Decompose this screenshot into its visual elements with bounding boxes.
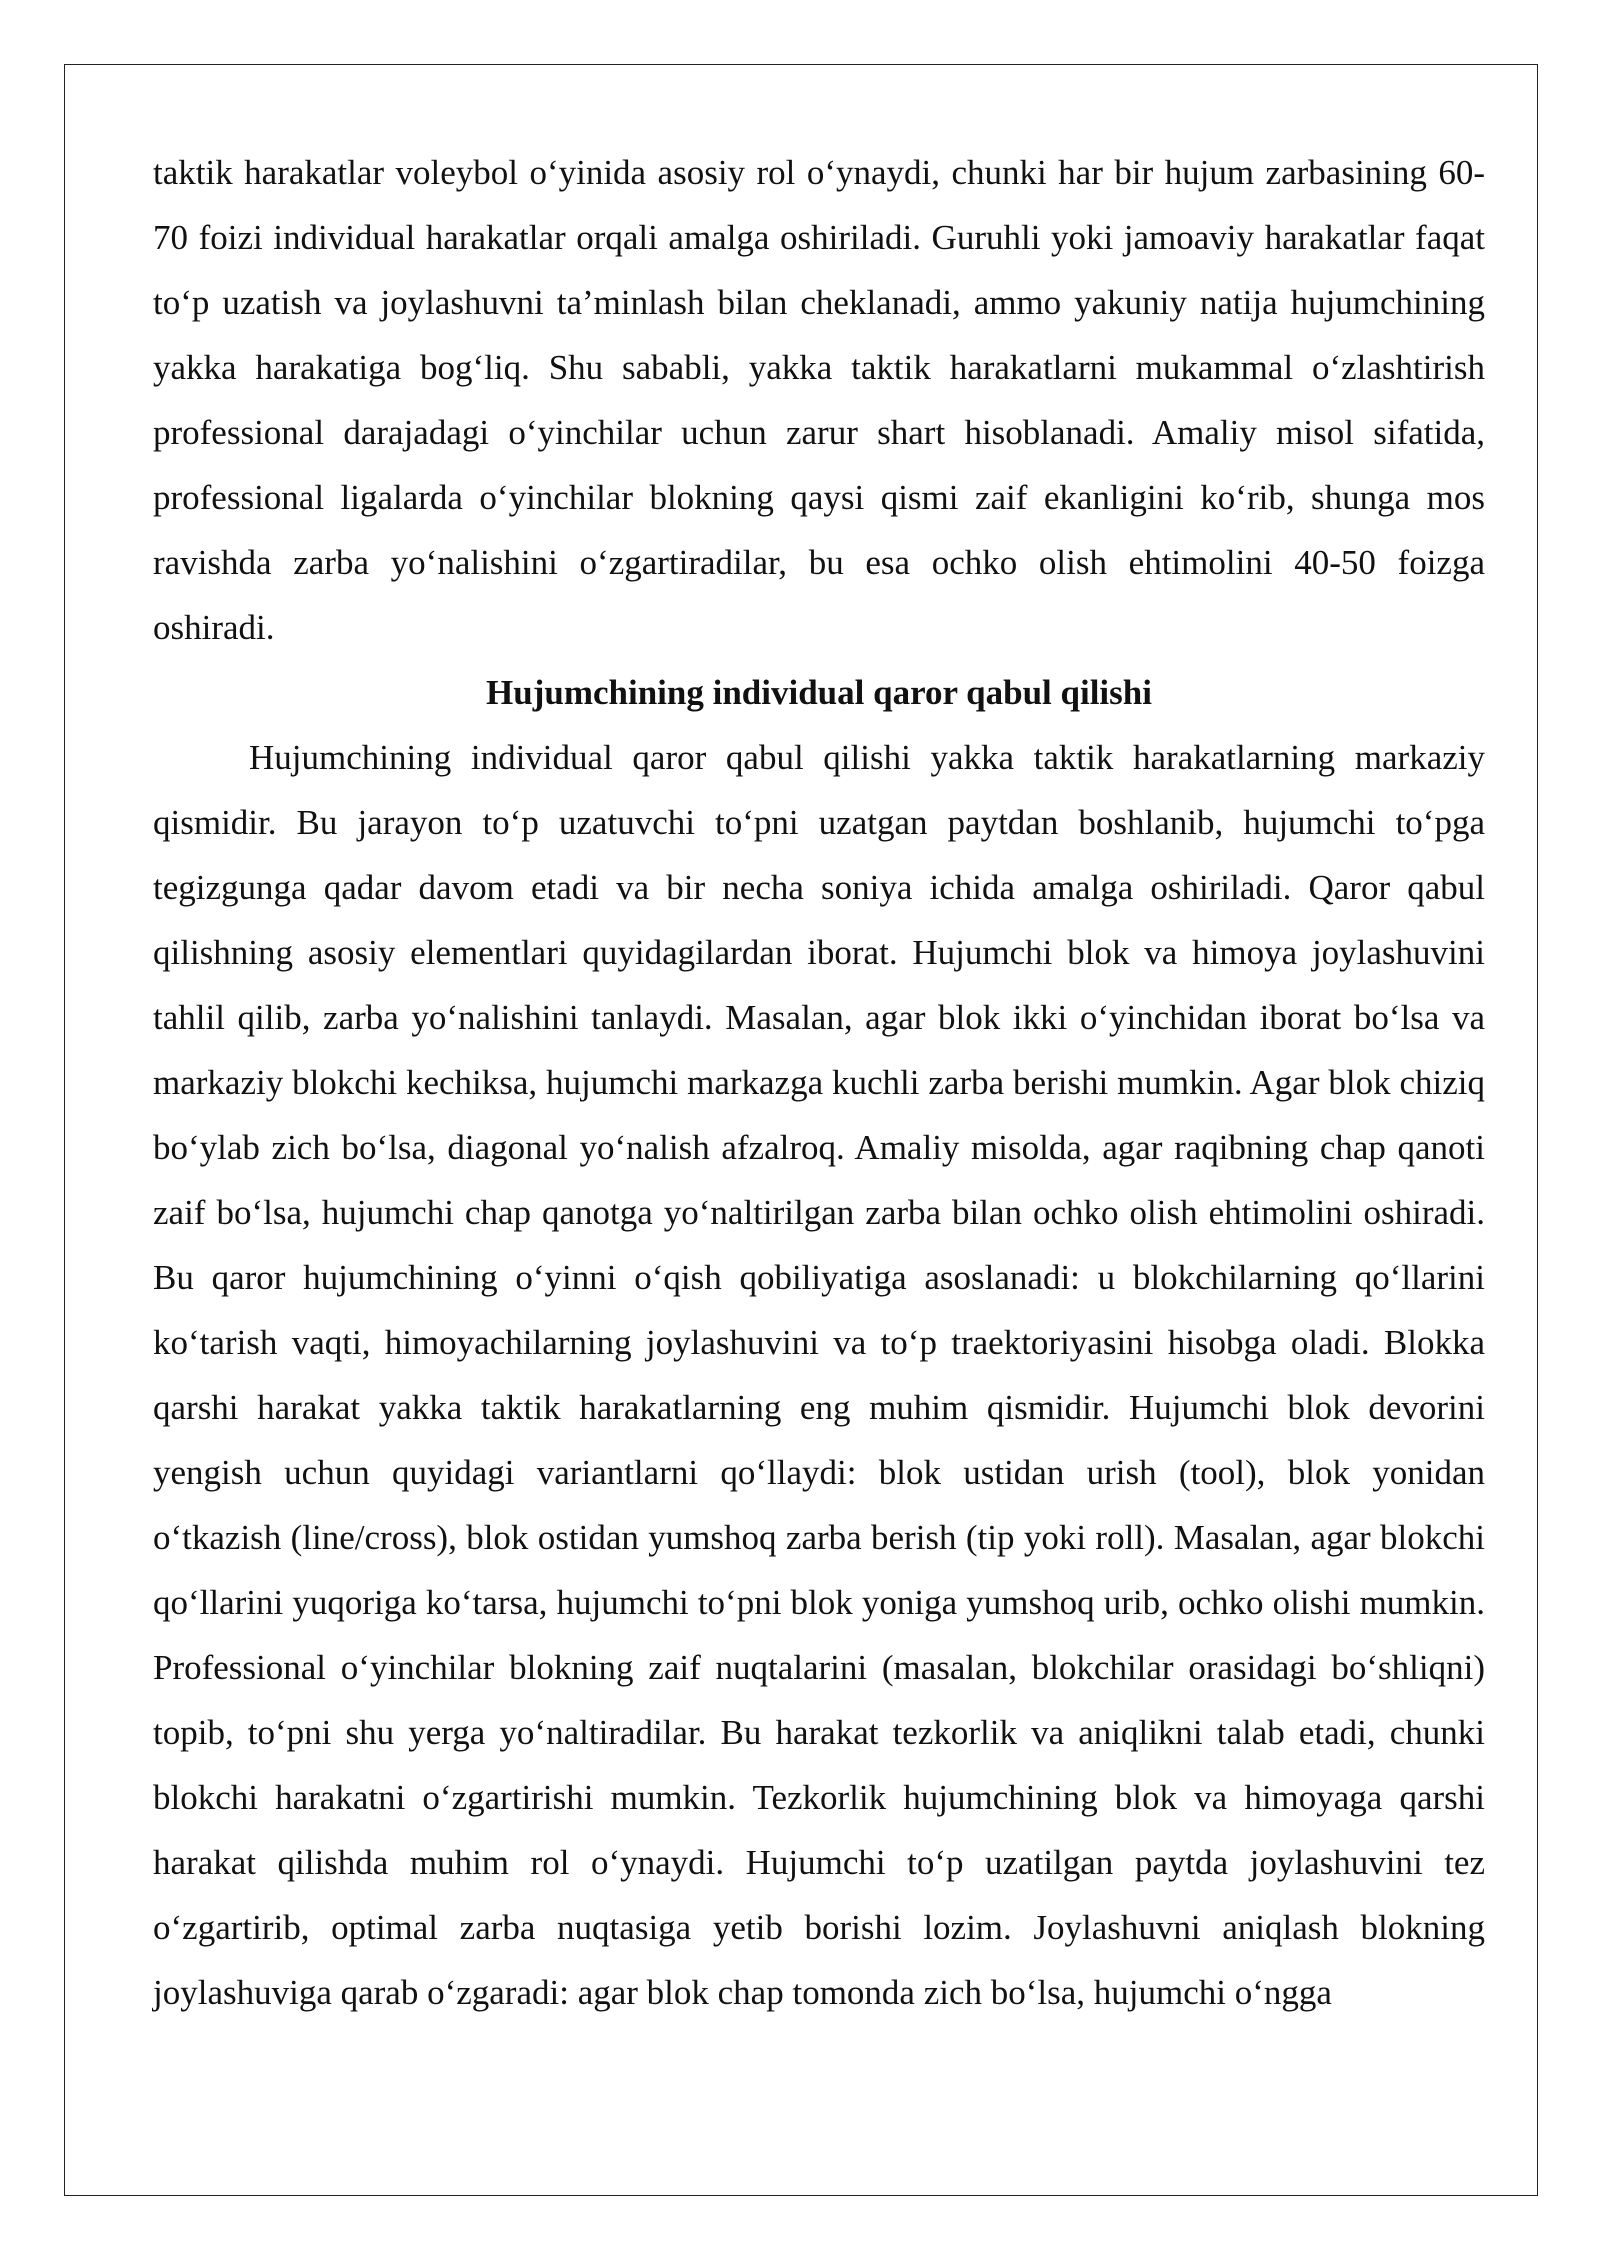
section-paragraph: Hujumchining individual qaror qabul qilishi yakka taktik harakatlarning markaziy qismidir. Bu jarayon to‘p uzatuvchi to‘pni uzatgan paytdan boshlanib, hujumchi to‘pga tegizgunga qadar davom etadi va bir necha soniya ichida amalga oshiriladi. Qaror qabul qilishning asosiy elementlari quyidagilardan iborat. Hujumchi blok va himoya joylashuvini tahlil qilib, zarba yo‘nalishini tanlaydi. Masalan, agar blok ikki o‘yinchidan iborat bo‘lsa va markaziy blokchi kechiksa, hujumchi markazga kuchli zarba berishi mumkin. Agar blok chiziq bo‘ylab zich bo‘lsa, diagonal yo‘nalish afzalroq. Amaliy misolda, agar raqibning chap qanoti zaif bo‘lsa, hujumchi chap qanotga yo‘naltirilgan zarba bilan ochko olish ehtimolini oshiradi. Bu qaror hujumchining o‘yinni o‘qish qobiliyatiga asoslanadi: u blokchilarning qo‘llarini ko‘tarish vaqti, himoyachilarning joylashuvini va to‘p traektoriyasini hisobga oladi. Blokka qarshi harakat yakka taktik harakatlarning eng muhim qismidir. Hujumchi blok devorini yengish uchun quyidagi variantlarni qo‘llaydi: blok ustidan urish (tool), blok yonidan o‘tkazish (line/cross), blok ostidan yumshoq zarba berish (tip yoki roll). Masalan, agar blokchi qo‘llarini yuqoriga ko‘tarsa, hujumchi to‘pni blok yoniga yumshoq urib, ochko olishi mumkin. Professional o‘yinchilar blokning zaif nuqtalarini (masalan, blokchilar orasidagi bo‘shliqni) topib, to‘pni shu yerga yo‘naltiradilar. Bu harakat tezkorlik va aniqlikni talab etadi, chunki blokchi harakatni o‘zgartirishi mumkin. Tezkorlik hujumchining blok va himoyaga qarshi harakat qilishda muhim rol o‘ynaydi. Hujumchi to‘p uzatilgan paytda joylashuvini tez o‘zgartirib, optimal zarba nuqtasiga yetib borishi lozim. Joylashuvni aniqlash blokning joylashuviga qarab o‘zgaradi: agar blok chap tomonda zich bo‘lsa, hujumchi o‘ngga	[153, 738, 1485, 2012]
section-heading: Hujumchining individual qaror qabul qilishi	[486, 673, 1152, 712]
document-body	[153, 140, 1485, 2025]
paragraph-continuation: taktik harakatlar voleybol o‘yinida asosiy rol o‘ynaydi, chunki har bir hujum zarbasining 60-70 foizi individual harakatlar orqali amalga oshiriladi. Guruhli yoki jamoaviy harakatlar faqat to‘p uzatish va joylashuvni ta’minlash bilan cheklanadi, ammo yakuniy natija hujumchining yakka harakatiga bog‘liq. Shu sababli, yakka taktik harakatlarni mukammal o‘zlashtirish professional darajadagi o‘yinchilar uchun zarur shart hisoblanadi. Amaliy misol sifatida, professional ligalarda o‘yinchilar blokning qaysi qismi zaif ekanligini ko‘rib, shunga mos ravishda zarba yo‘nalishini o‘zgartiradilar, bu esa ochko olish ehtimolini 40-50 foizga oshiradi.	[153, 153, 1485, 647]
